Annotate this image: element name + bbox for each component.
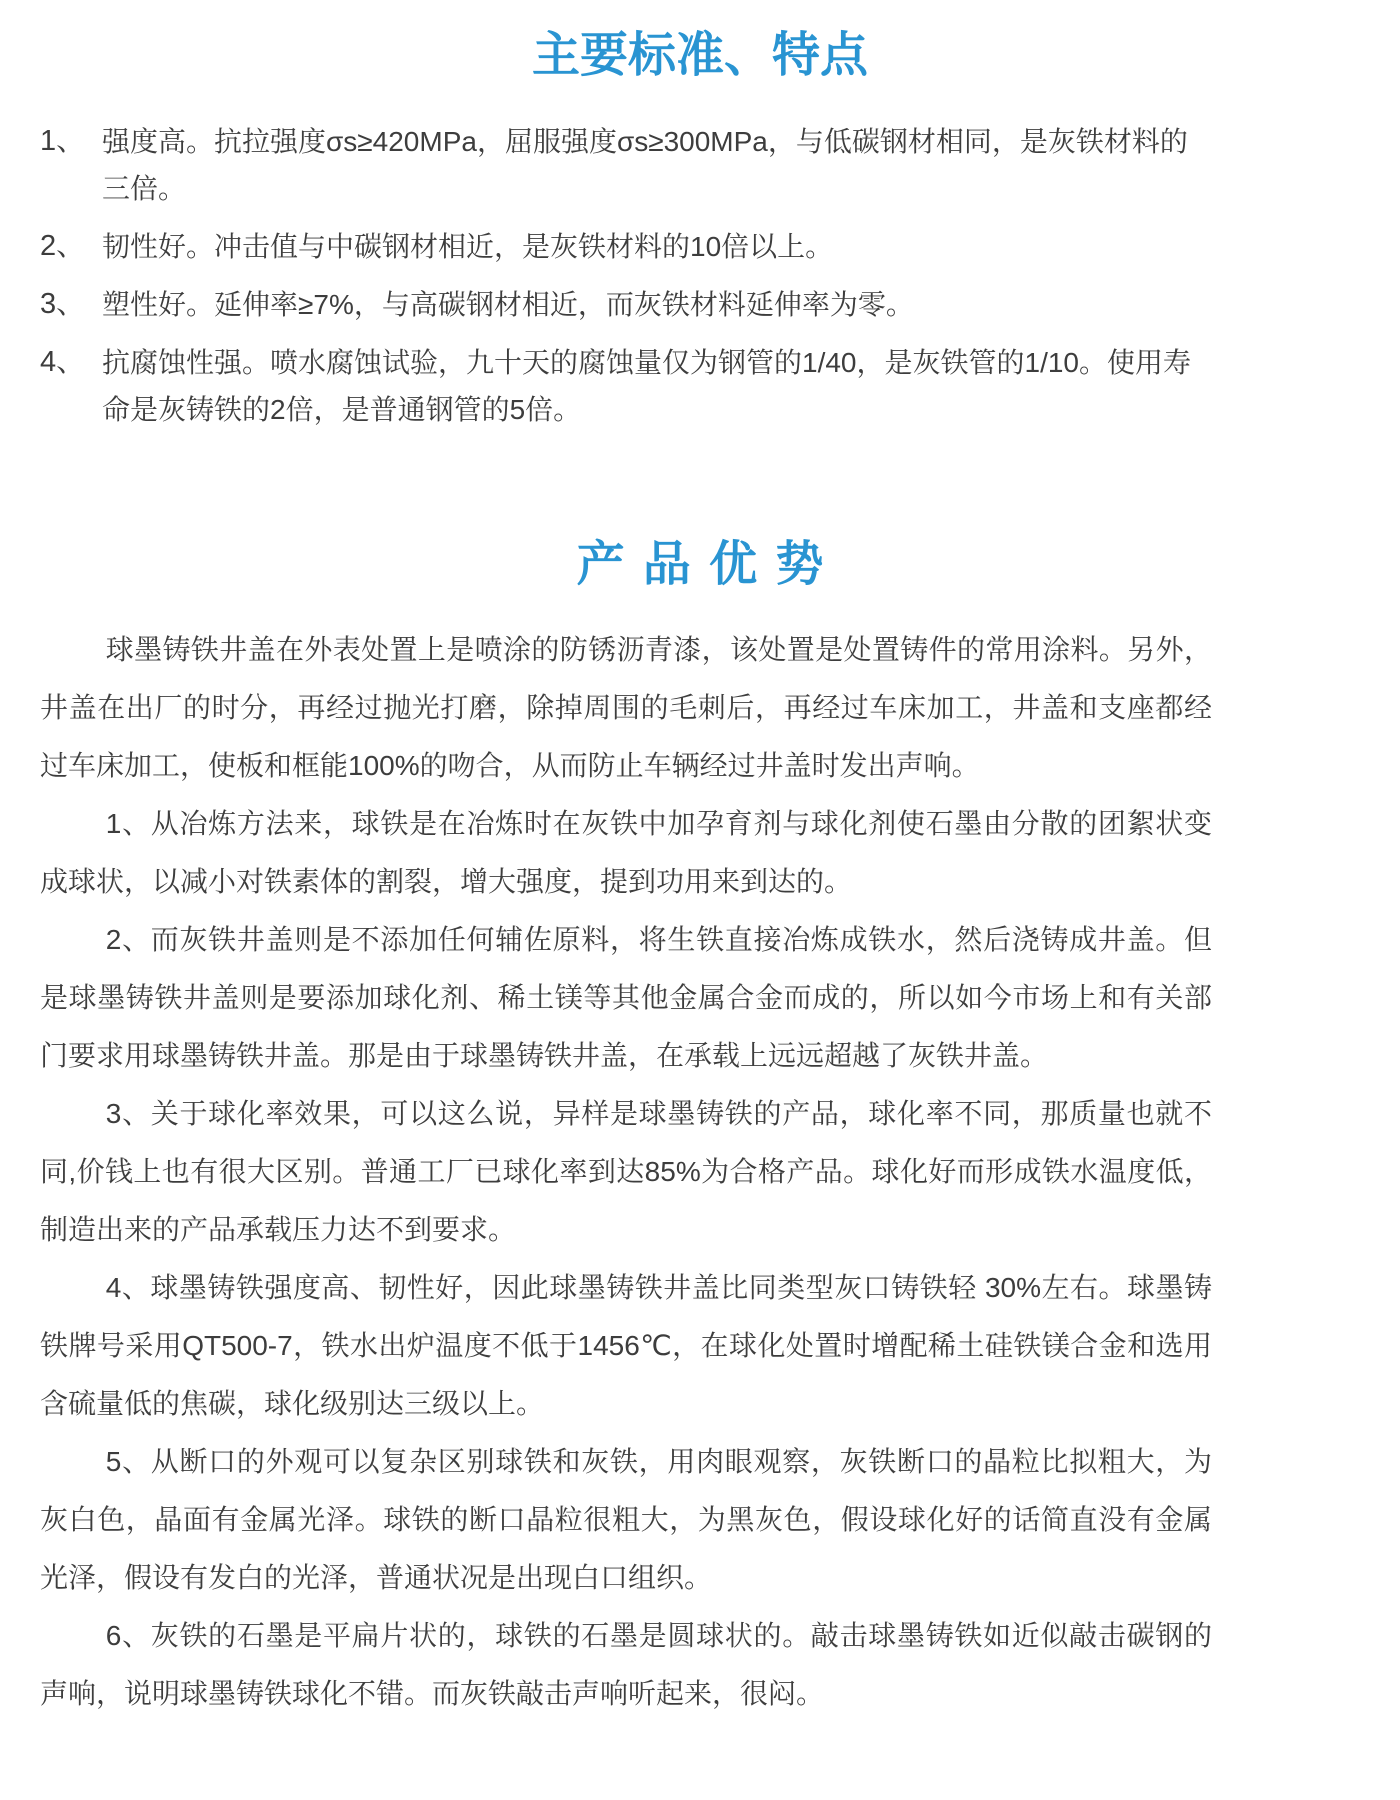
advantage-paragraph: 1、从冶炼方法来，球铁是在冶炼时在灰铁中加孕育剂与球化剂使石墨由分散的团絮状变成球状，以减小对铁素体的割裂，增大强度，提到功用来到达的。 xyxy=(40,808,1212,897)
advantages-body xyxy=(40,621,1212,1723)
list-item xyxy=(40,223,1215,270)
advantage-paragraph: 4、球墨铸铁强度高、韧性好，因此球墨铸铁井盖比同类型灰口铸铁轻 30%左右。球墨铸铁牌号采用QT500-7，铁水出炉温度不低于1456℃，在球化处置时增配稀土硅铁镁合金和选用含硫量低的焦碳，球化级别达三级以上。 xyxy=(40,1272,1212,1419)
list-item-text: 韧性好。冲击值与中碳钢材相近，是灰铁材料的10倍以上。 xyxy=(102,231,834,262)
list-item-number: 3、 xyxy=(40,288,86,320)
list-item-text: 抗腐蚀性强。喷水腐蚀试验，九十天的腐蚀量仅为钢管的1/40，是灰铁管的1/10。使用寿命是灰铸铁的2倍，是普通钢管的5倍。 xyxy=(102,347,1191,425)
advantage-paragraph: 2、而灰铁井盖则是不添加任何辅佐原料，将生铁直接冶炼成铁水，然后浇铸成井盖。但是球墨铸铁井盖则是要添加球化剂、稀土镁等其他金属合金而成的，所以如今市场上和有关部门要求用球墨铸铁井盖。那是由于球墨铸铁井盖，在承载上远远超越了灰铁井盖。 xyxy=(40,924,1212,1071)
list-item-number: 4、 xyxy=(40,346,86,378)
standards-section-title: 主要标准、特点 xyxy=(531,29,868,82)
list-item xyxy=(40,118,1215,212)
list-item-text: 强度高。抗拉强度σs≥420MPa，屈服强度σs≥300MPa，与低碳钢材相同，是灰铁材料的三倍。 xyxy=(102,126,1188,204)
advantage-paragraph: 5、从断口的外观可以复杂区别球铁和灰铁，用肉眼观察，灰铁断口的晶粒比拟粗大，为灰白色，晶面有金属光泽。球铁的断口晶粒很粗大，为黑灰色，假设球化好的话简直没有金属光泽，假设有发白的光泽，普通状况是出现白口组织。 xyxy=(40,1446,1212,1593)
advantages-section-title: 产品优势 xyxy=(576,538,842,591)
list-item-number: 2、 xyxy=(40,230,86,262)
advantage-paragraph: 球墨铸铁井盖在外表处置上是喷涂的防锈沥青漆，该处置是处置铸件的常用涂料。另外，井盖在出厂的时分，再经过抛光打磨，除掉周围的毛刺后，再经过车床加工，井盖和支座都经过车床加工，使板和框能100%的吻合，从而防止车辆经过井盖时发出声响。 xyxy=(40,634,1212,781)
standards-feature-list xyxy=(40,118,1215,433)
advantage-paragraph: 6、灰铁的石墨是平扁片状的，球铁的石墨是圆球状的。敲击球墨铸铁如近似敲击碳钢的声响，说明球墨铸铁球化不错。而灰铁敲击声响听起来，很闷。 xyxy=(40,1620,1212,1709)
list-item xyxy=(40,281,1215,328)
advantage-paragraph: 3、关于球化率效果，可以这么说，异样是球墨铸铁的产品，球化率不同，那质量也就不同,价钱上也有很大区别。普通工厂已球化率到达85%为合格产品。球化好而形成铁水温度低，制造出来的产品承载压力达不到要求。 xyxy=(40,1098,1212,1245)
list-item-text: 塑性好。延伸率≥7%，与高碳钢材相近，而灰铁材料延伸率为零。 xyxy=(102,289,914,320)
list-item xyxy=(40,339,1215,433)
list-item-number: 1、 xyxy=(40,125,86,157)
